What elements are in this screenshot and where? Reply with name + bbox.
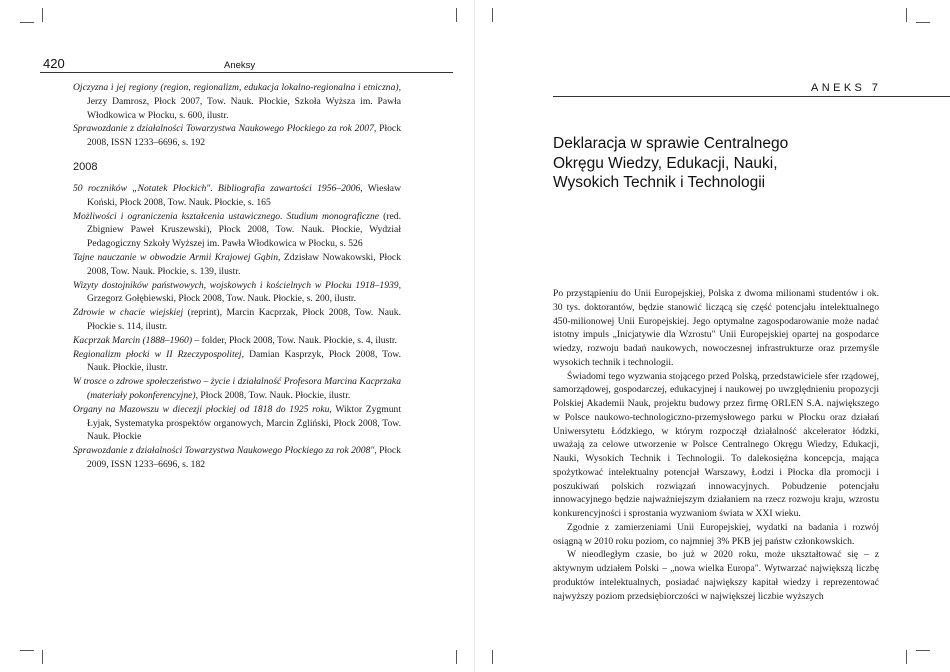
entries-after-year bbox=[73, 182, 401, 472]
year-heading: 2008 bbox=[73, 160, 98, 173]
bibliography-entry bbox=[73, 334, 401, 348]
entry-title: Ojczyzna i jej regiony (region, regionalizm, edukacja lokalno-regionalna i etniczna), bbox=[73, 82, 401, 93]
crop-mark bbox=[906, 650, 907, 664]
bibliography-entry bbox=[73, 279, 401, 307]
bibliography-entry bbox=[73, 122, 401, 150]
entry-title: 50 roczników „Notatek Płockich". Bibliografia zawartości 1956–2006, bbox=[73, 182, 363, 194]
entry-details: Jerzy Damrosz, Płock 2007, Tow. Nauk. Płockie, Szkoła Wyższa im. Pawła Włodkowica w Płocku, s. 600, ilustr. bbox=[87, 95, 401, 121]
crop-mark bbox=[20, 650, 34, 651]
entry-details: (reprint), Marcin Kacprzak, Płock 2008, Tow. Nauk. Płockie s. 114, ilustr. bbox=[87, 307, 401, 332]
entry-details: Płock 2009, ISSN 1233–6696, s. 182 bbox=[87, 445, 401, 470]
crop-mark bbox=[42, 650, 43, 664]
body-paragraph: Zgodnie z zamierzeniami Unii Europejskiej, wydatki na badania i rozwój osiągną w 2010 roku poziom, co najmniej 3% PKB jej państw członkowskich. bbox=[553, 521, 879, 547]
bibliography-entry bbox=[73, 403, 401, 444]
bibliography-list bbox=[73, 81, 401, 472]
crop-mark bbox=[456, 650, 457, 664]
entry-details: Damian Kasprzyk, Płock 2008, Tow. Nauk. Płockie, ilustr. bbox=[87, 348, 401, 374]
entry-title: Organy na Mazowszu w diecezji płockiej od 1818 do 1925 roku, bbox=[73, 403, 332, 415]
crop-mark bbox=[456, 8, 457, 22]
bibliography-entry bbox=[73, 182, 401, 210]
page-number: 420 bbox=[43, 56, 65, 71]
declaration-body bbox=[553, 287, 879, 603]
entry-details: Wiktor Zygmunt Łyjak, Systematyka prospektów organowych, Marcin Zgliński, Płock 2008, Tow. Nauk. Płockie bbox=[87, 403, 401, 443]
body-paragraph: Po przystąpieniu do Unii Europejskiej, Polska z dwoma milionami studentów i ok. 30 tys. doktorantów, będzie stanowić liczącą się część potencjału intelektualnego 450-milionowej Unii Europejskiej. Jego optymalne zagospodarowanie może nadać istotny impuls „Inicjatywie dla Wzrostu" Unii Europejskiej opartej na gospodarce wiedzy, rozwoju badań naukowych, nowoczesnej infrastrukturze oraz przemyśle wysokich technik i technologii. bbox=[553, 288, 879, 368]
bibliography-entry bbox=[73, 444, 401, 472]
appendix-rule bbox=[553, 96, 950, 97]
crop-mark bbox=[492, 8, 493, 22]
entry-title: Kacprzak Marcin (1888–1960) bbox=[73, 334, 193, 346]
entry-title: Możliwości i ograniczenia kształcenia ustawicznego. Studium monograficzne bbox=[73, 210, 380, 222]
entry-details: – folder, Płock 2008, Tow. Nauk. Płockie, s. 4, ilustr. bbox=[192, 334, 397, 346]
bibliography-entry bbox=[73, 210, 401, 251]
bibliography-entry bbox=[73, 81, 401, 122]
entry-title: Regionalizm płocki w II Rzeczypospolitej, bbox=[73, 348, 244, 360]
entry-details: Grzegorz Gołębiewski, Płock 2008, Tow. Nauk. Płockie, s. 200, ilustr. bbox=[87, 293, 356, 305]
running-head: Aneksy bbox=[224, 60, 256, 71]
crop-mark bbox=[906, 8, 907, 22]
bibliography-entry bbox=[73, 306, 401, 334]
bibliography-entry bbox=[73, 348, 401, 376]
body-paragraph: Świadomi tego wyzwania stojącego przed Polską, przedstawiciele sfer rządowej, samorządowej, gospodarczej, edukacyjnej i naukowej po uwzględnieniu propozycji Polskiej Akademii Nauk, projektu budowy przez firmę ORLEN S.A. największego w Polsce naukowo-technologiczno-przemysłowego parku w Płocku oraz działań Uniwersytetu Łódzkiego, w którym rozpoczął działalność akcelerator łódzki, uważają za celowe utworzenie w Polsce Centralnego Okręgu Wiedzy, Edukacji, Nauki, Wysokich Technik i Technologii. To dalekosiężna koncepcja, mająca spożytkować intelektualny potencjał Warszawy, Łodzi i Płocka dla promocji i poszukiwań polskich rozwiązań innowacyjnych. Pobudzenie potencjału innowacyjnego będzie najważniejszym działaniem na rzecz rozwoju kraju, wzrostu konkurencyjności i sprostania wyzwaniom świata w XXI wieku. bbox=[553, 370, 879, 519]
entry-details: Wiesław Koński, Płock 2008, Tow. Nauk. Płockie, s. 165 bbox=[87, 182, 401, 208]
entry-details: Płock 2008, ISSN 1233–6696, s. 192 bbox=[87, 123, 401, 149]
title-line: Okręgu Wiedzy, Edukacji, Nauki, bbox=[553, 154, 778, 172]
body-paragraph: W nieodległym czasie, bo już w 2020 roku, może ukształtować się – z aktywnym udziałem Polski – „nowa wielka Europa". Wytwarzać największą liczbę produktów intelektualnych, posiadać największy kapitał wiedzy i reprezentować najwyższy poziom przedsiębiorczości w największej liczbie wyższych bbox=[553, 549, 879, 602]
title-line: Wysokich Technik i Technologii bbox=[553, 174, 766, 191]
crop-mark bbox=[42, 8, 43, 22]
entry-title: Sprawozdanie z działalności Towarzystwa Naukowego Płockiego za rok 2008", bbox=[73, 445, 377, 457]
crop-mark bbox=[20, 22, 34, 23]
entry-title: Sprawozdanie z działalności Towarzystwa Naukowego Płockiego za rok 2007, bbox=[73, 123, 377, 135]
entry-details: (red. Zbigniew Paweł Kruszewski), Płock 2008, Tow. Nauk. Płockie, Wydział Pedagogiczny Szkoły Wyższej im. Pawła Włodkowica w Płocku, s. 526 bbox=[87, 210, 401, 250]
title-line: Deklaracja w sprawie Centralnego bbox=[553, 135, 789, 152]
bibliography-entry bbox=[73, 251, 401, 279]
entry-title: W trosce o zdrowe społeczeństwo – życie i działalność Profesora Marcina Kacprzaka (materiały pokonferencyjne), bbox=[73, 376, 401, 401]
crop-mark bbox=[916, 650, 930, 651]
entry-details: Płock 2008, Tow. Nauk. Płockie, ilustr. bbox=[198, 389, 351, 401]
entry-title: Tajne nauczanie w obwodzie Armii Krajowej Gąbin, bbox=[73, 251, 281, 263]
entries-before-year bbox=[73, 81, 401, 150]
spread-gutter bbox=[474, 0, 475, 672]
entry-title: Wizyty dostojników państwowych, wojskowych i kościelnych w Płocku 1918–1939, bbox=[73, 279, 401, 291]
bibliography-entry bbox=[73, 375, 401, 403]
document-title bbox=[553, 134, 883, 193]
header-rule bbox=[40, 72, 453, 73]
entry-details: Zdzisław Nowakowski, Płock 2008, Tow. Nauk. Płockie, s. 139, ilustr. bbox=[87, 251, 401, 277]
entry-title: Zdrowie w chacie wiejskiej bbox=[73, 307, 184, 319]
appendix-label: ANEKS 7 bbox=[811, 82, 882, 94]
crop-mark bbox=[916, 22, 930, 23]
crop-mark bbox=[492, 650, 493, 664]
